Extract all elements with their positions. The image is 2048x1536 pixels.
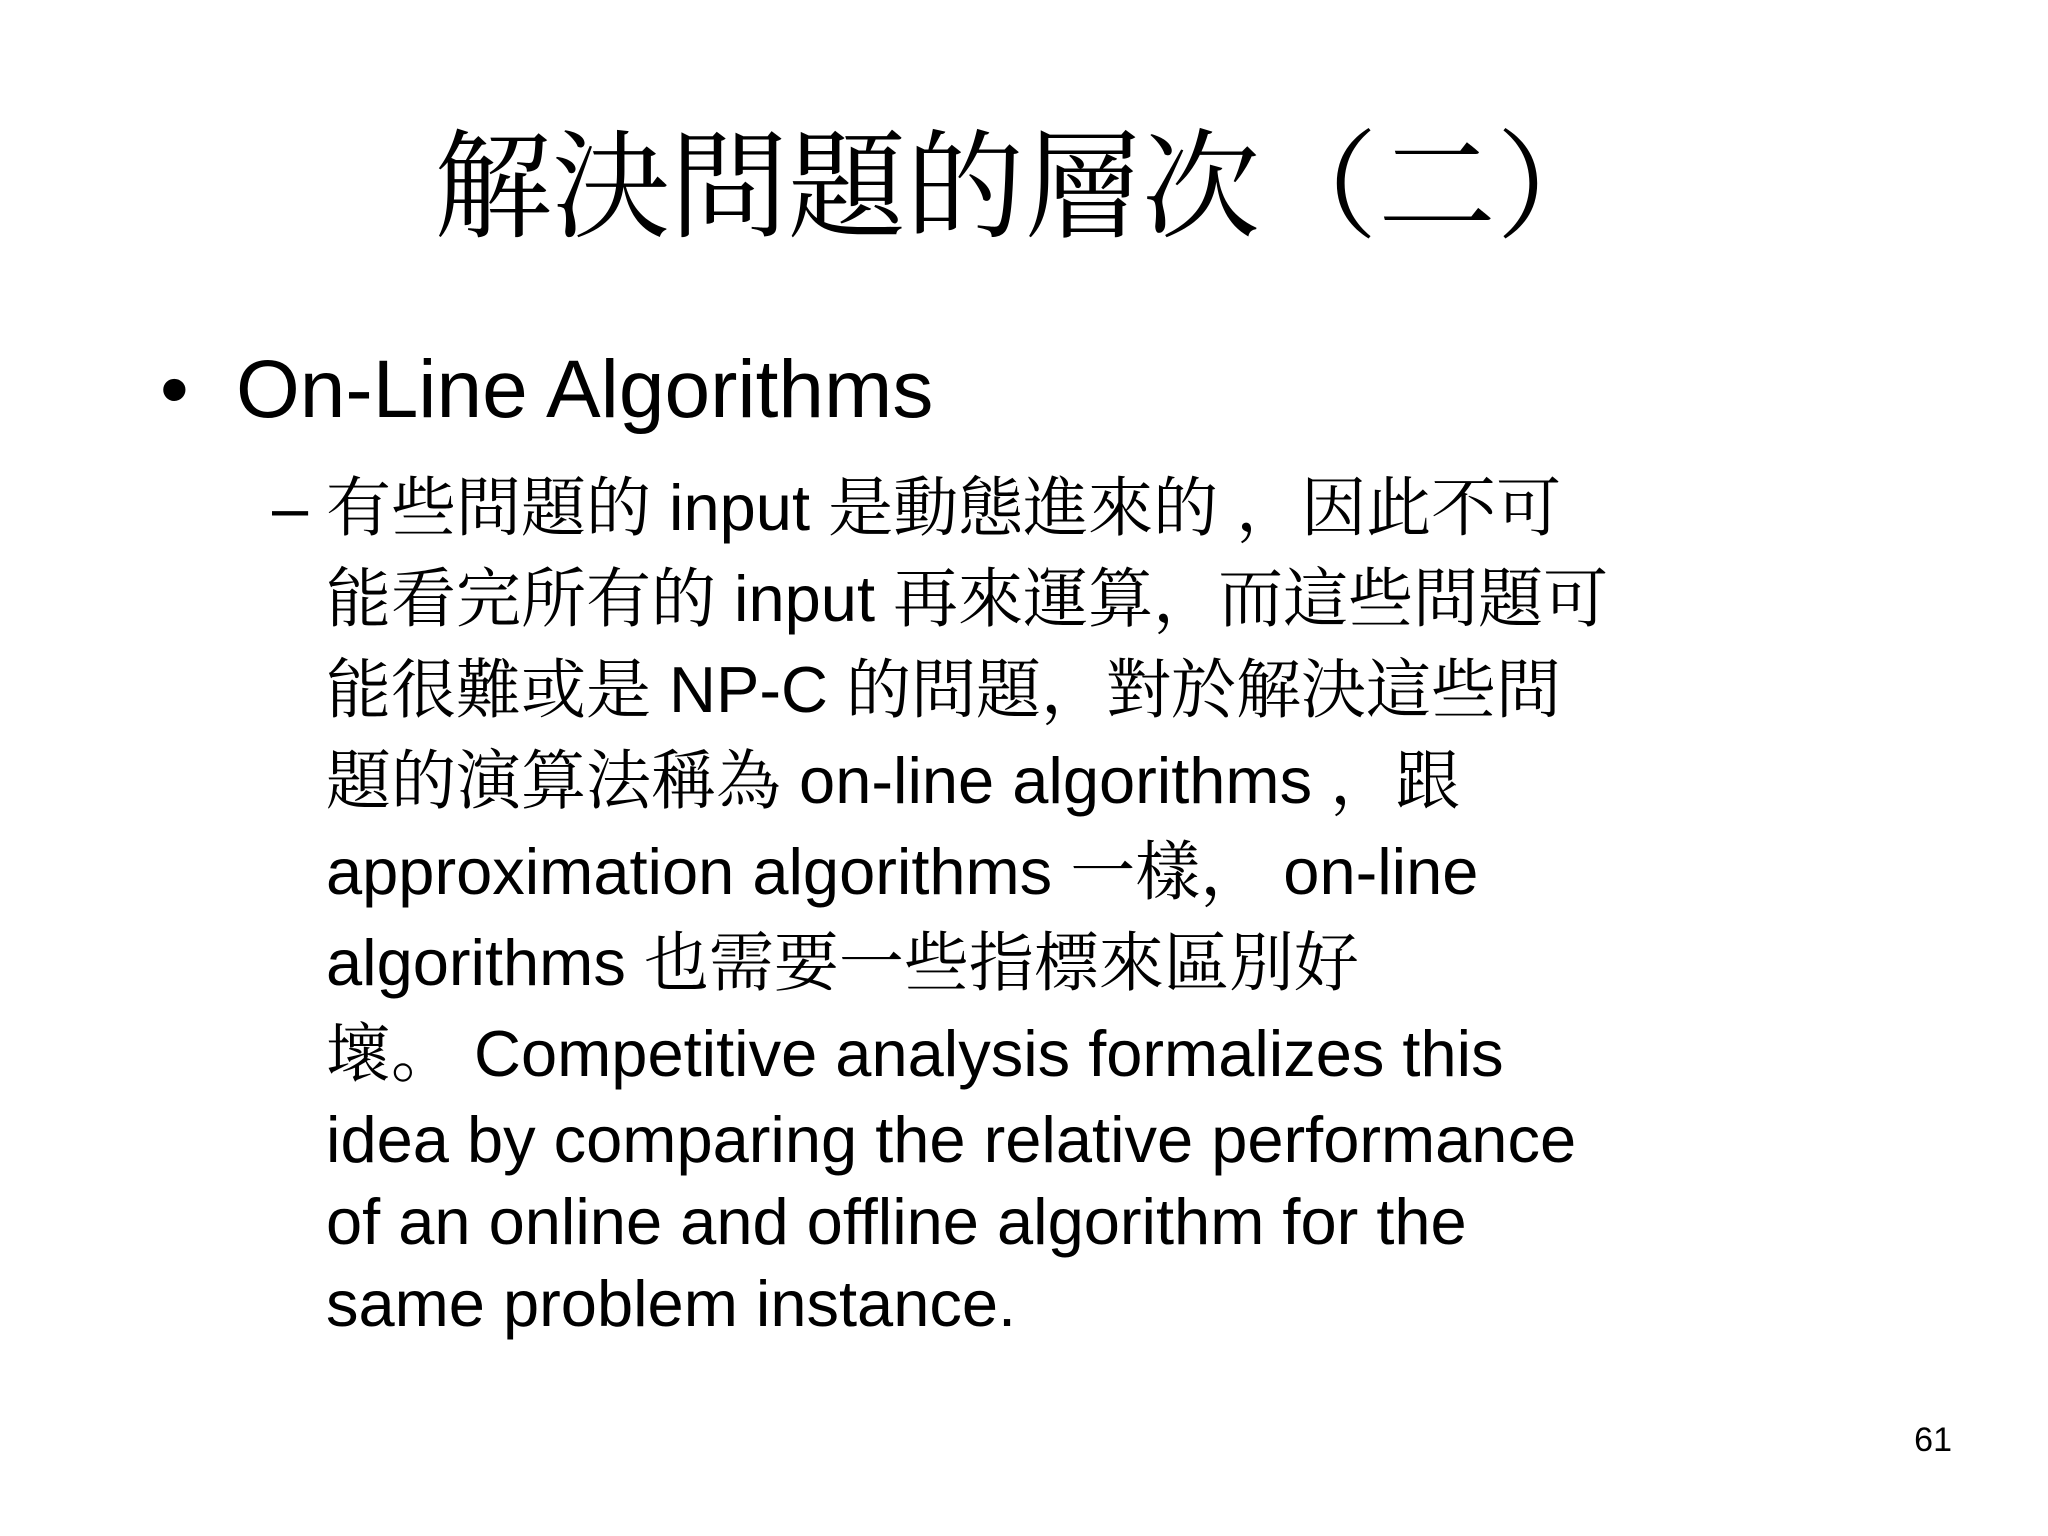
sub-bullet-line: of an online and offline algorithm for the: [326, 1185, 1467, 1258]
sub-bullet-line: 題的演算法稱為 on-line algorithms ，跟: [326, 744, 1461, 817]
sub-bullet-line: 能看完所有的 input 再來運算，而這些問題可: [326, 562, 1609, 635]
sub-bullet-line: same problem instance.: [326, 1267, 1017, 1340]
sub-bullet-text: [326, 462, 1926, 1345]
sub-bullet-line: algorithms 也需要一些指標來區別好: [326, 926, 1359, 999]
bullet-item: [160, 340, 933, 440]
sub-bullet-line: approximation algorithms 一樣， on-line: [326, 835, 1479, 908]
sub-bullet-line: 能很難或是 NP-C 的問題，對於解決這些問: [326, 653, 1562, 726]
sub-bullet-symbol: –: [272, 471, 309, 544]
slide-title: 解決問題的層次（二）: [433, 122, 1614, 254]
bullet-symbol: •: [160, 344, 189, 435]
bullet-text: On-Line Algorithms: [236, 344, 934, 435]
sub-bullet-line: idea by comparing the relative performance: [326, 1103, 1577, 1176]
sub-bullet-line: 壞。 Competitive analysis formalizes this: [326, 1017, 1504, 1090]
sub-bullet-line: 有些問題的 input 是動態進來的 ，因此不可: [326, 471, 1562, 544]
page-number: 61: [1914, 1421, 1952, 1459]
